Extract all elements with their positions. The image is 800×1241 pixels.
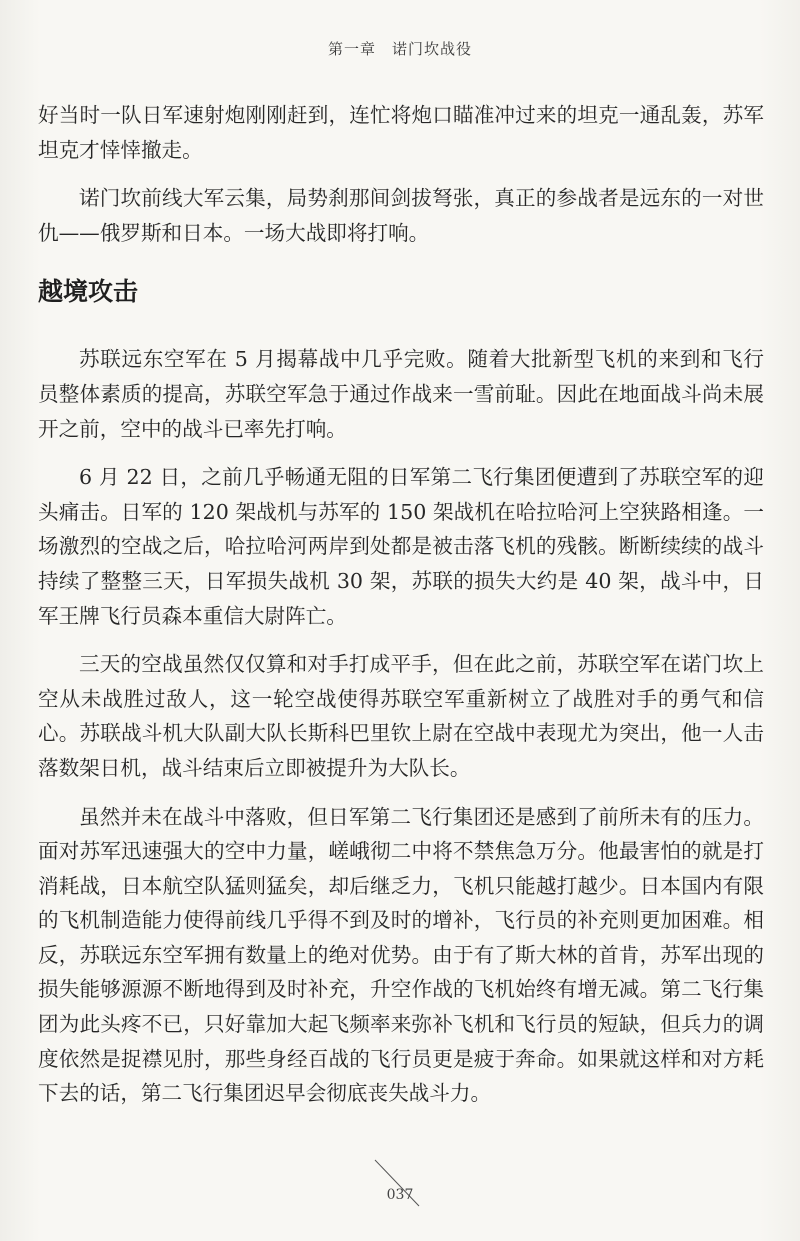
paragraph-continued: 好当时一队日军速射炮刚刚赶到，连忙将炮口瞄准冲过来的坦克一通乱轰，苏军坦克才悻悻撤走。: [38, 103, 764, 162]
paragraph: 诺门坎前线大军云集，局势刹那间剑拔弩张，真正的参战者是远东的一对世仇——俄罗斯和日本。一场大战即将打响。: [38, 186, 764, 245]
paragraph: 三天的空战虽然仅仅算和对手打成平手，但在此之前，苏联空军在诺门坎上空从未战胜过敌人，这一轮空战使得苏联空军重新树立了战胜对手的勇气和信心。苏联战斗机大队副大队长斯科巴里钦上尉在空战中表现尤为突出，他一人击落数架日机，战斗结束后立即被提升为大队长。: [38, 652, 764, 780]
paragraph: 苏联远东空军在 5 月揭幕战中几乎完败。随着大批新型飞机的来到和飞行员整体素质的提高，苏联空军急于通过作战来一雪前耻。因此在地面战斗尚未展开之前，空中的战斗已率先打响。: [38, 347, 764, 441]
page-number: 037: [386, 1187, 414, 1203]
body-text: [38, 98, 764, 1125]
paragraph: 虽然并未在战斗中落败，但日军第二飞行集团还是感到了前所未有的压力。面对苏军迅速强大的空中力量，嵯峨彻二中将不禁焦急万分。他最害怕的就是打消耗战，日本航空队猛则猛矣，却后继乏力，飞机只能越打越少。日本国内有限的飞机制造能力使得前线几乎得不到及时的增补，飞行员的补充则更加困难。相反，苏联远东空军拥有数量上的绝对优势。由于有了斯大林的首肯，苏军出现的损失能够源源不断地得到及时补充，升空作战的飞机始终有增无减。第二飞行集团为此头疼不已，只好靠加大起飞频率来弥补飞机和飞行员的短缺，但兵力的调度依然是捉襟见肘，那些身经百战的飞行员更是疲于奔命。如果就这样和对方耗下去的话，第二飞行集团迟早会彻底丧失战斗力。: [38, 804, 764, 1106]
section-heading: 越境攻击: [38, 277, 139, 307]
paragraph: 6 月 22 日，之前几乎畅通无阻的日军第二飞行集团便遭到了苏联空军的迎头痛击。日军的 120 架战机与苏军的 150 架战机在哈拉哈河上空狭路相逢。一场激烈的空战之后，哈拉哈河两岸到处都是被击落飞机的残骸。断断续续的战斗持续了整整三天，日军损失战机 30 架，苏联的损失大约是 40 架，战斗中，日军王牌飞行员森本重信大尉阵亡。: [38, 465, 764, 628]
running-head: 第一章 诺门坎战役: [327, 40, 472, 58]
